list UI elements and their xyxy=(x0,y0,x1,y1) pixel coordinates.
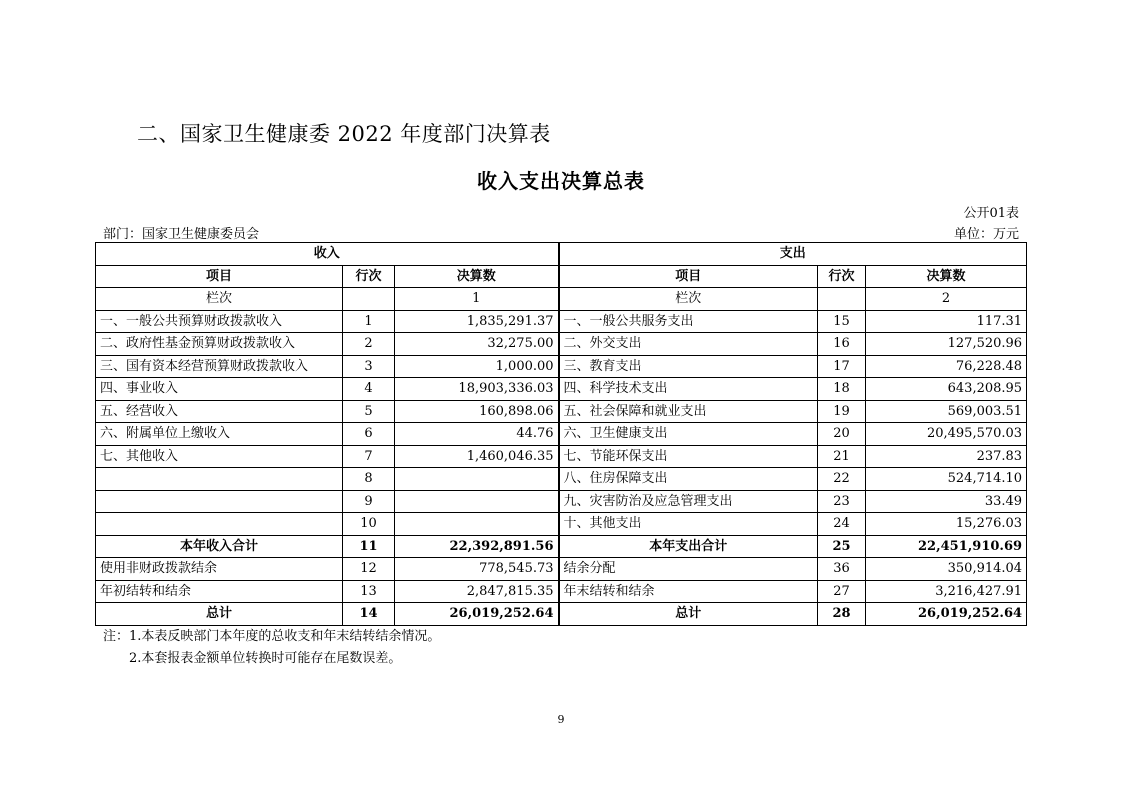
income-row-no: 12 xyxy=(343,558,395,581)
expense-row-no: 22 xyxy=(818,468,866,491)
col-index-1: 1 xyxy=(395,288,559,311)
expense-amount: 643,208.95 xyxy=(866,378,1027,401)
income-row-no: 11 xyxy=(343,535,395,558)
expense-item: 总计 xyxy=(559,603,818,626)
table-row xyxy=(96,378,1027,401)
expense-amount: 127,520.96 xyxy=(866,333,1027,356)
expense-item: 七、节能环保支出 xyxy=(559,445,818,468)
income-amount: 22,392,891.56 xyxy=(395,535,559,558)
expense-item: 六、卫生健康支出 xyxy=(559,423,818,446)
income-item: 本年收入合计 xyxy=(96,535,343,558)
expense-item-header: 项目 xyxy=(559,265,818,288)
table-row xyxy=(96,355,1027,378)
expense-amount: 350,914.04 xyxy=(866,558,1027,581)
table-row xyxy=(96,468,1027,491)
empty-cell xyxy=(343,288,395,311)
expense-row-no: 24 xyxy=(818,513,866,536)
income-item: 总计 xyxy=(96,603,343,626)
expense-item: 一、一般公共服务支出 xyxy=(559,310,818,333)
expense-amount: 20,495,570.03 xyxy=(866,423,1027,446)
expense-row-no: 20 xyxy=(818,423,866,446)
table-row xyxy=(96,333,1027,356)
table-row xyxy=(96,445,1027,468)
income-amount xyxy=(395,468,559,491)
table-row xyxy=(96,558,1027,581)
expense-amount: 76,228.48 xyxy=(866,355,1027,378)
income-amount: 1,000.00 xyxy=(395,355,559,378)
expense-item: 三、教育支出 xyxy=(559,355,818,378)
income-amount-header: 决算数 xyxy=(395,265,559,288)
subtotal-row xyxy=(96,535,1027,558)
table-row xyxy=(96,423,1027,446)
income-amount xyxy=(395,513,559,536)
expense-row-no-header: 行次 xyxy=(818,265,866,288)
income-item xyxy=(96,490,343,513)
income-header: 收入 xyxy=(96,243,559,266)
col-index-2: 2 xyxy=(866,288,1027,311)
income-row-no: 5 xyxy=(343,400,395,423)
expense-amount-header: 决算数 xyxy=(866,265,1027,288)
expense-amount: 524,714.10 xyxy=(866,468,1027,491)
expense-row-no: 16 xyxy=(818,333,866,356)
table-header-row xyxy=(96,265,1027,288)
expense-item: 九、灾害防治及应急管理支出 xyxy=(559,490,818,513)
income-amount: 1,835,291.37 xyxy=(395,310,559,333)
table-row xyxy=(96,513,1027,536)
expense-amount: 26,019,252.64 xyxy=(866,603,1027,626)
income-row-no: 14 xyxy=(343,603,395,626)
empty-cell xyxy=(818,288,866,311)
income-amount: 1,460,046.35 xyxy=(395,445,559,468)
note-1: 注：1.本表反映部门本年度的总收支和年末结转结余情况。 xyxy=(103,629,441,644)
expense-item: 结余分配 xyxy=(559,558,818,581)
income-item: 年初结转和结余 xyxy=(96,580,343,603)
income-row-no: 2 xyxy=(343,333,395,356)
expense-amount: 569,003.51 xyxy=(866,400,1027,423)
income-item: 七、其他收入 xyxy=(96,445,343,468)
income-row-no: 4 xyxy=(343,378,395,401)
income-amount: 32,275.00 xyxy=(395,333,559,356)
expense-amount: 3,216,427.91 xyxy=(866,580,1027,603)
income-item: 一、一般公共预算财政拨款收入 xyxy=(96,310,343,333)
income-item: 二、政府性基金预算财政拨款收入 xyxy=(96,333,343,356)
department-label: 部门：国家卫生健康委员会 xyxy=(103,227,260,242)
table-row xyxy=(96,400,1027,423)
expense-item: 十、其他支出 xyxy=(559,513,818,536)
table-row xyxy=(96,310,1027,333)
table-row xyxy=(96,490,1027,513)
table-header-group-row xyxy=(96,243,1027,266)
expense-item: 五、社会保障和就业支出 xyxy=(559,400,818,423)
expense-row-no: 28 xyxy=(818,603,866,626)
expense-item: 年末结转和结余 xyxy=(559,580,818,603)
col-label-expense: 栏次 xyxy=(559,288,818,311)
income-row-no: 8 xyxy=(343,468,395,491)
page-number: 9 xyxy=(557,713,565,726)
income-item: 三、国有资本经营预算财政拨款收入 xyxy=(96,355,343,378)
section-title: 二、国家卫生健康委 2022 年度部门决算表 xyxy=(137,122,551,146)
income-item xyxy=(96,513,343,536)
unit-label: 单位：万元 xyxy=(953,227,1019,242)
expense-amount: 117.31 xyxy=(866,310,1027,333)
expense-row-no: 21 xyxy=(818,445,866,468)
expense-item: 二、外交支出 xyxy=(559,333,818,356)
income-row-no: 10 xyxy=(343,513,395,536)
income-amount: 26,019,252.64 xyxy=(395,603,559,626)
income-amount: 44.76 xyxy=(395,423,559,446)
income-row-no: 3 xyxy=(343,355,395,378)
expense-item: 四、科学技术支出 xyxy=(559,378,818,401)
income-item: 六、附属单位上缴收入 xyxy=(96,423,343,446)
table-title: 收入支出决算总表 xyxy=(477,169,645,193)
income-row-no: 1 xyxy=(343,310,395,333)
income-item xyxy=(96,468,343,491)
expense-amount: 33.49 xyxy=(866,490,1027,513)
notes xyxy=(103,626,440,670)
income-amount: 18,903,336.03 xyxy=(395,378,559,401)
column-index-row xyxy=(96,288,1027,311)
income-item: 四、事业收入 xyxy=(96,378,343,401)
income-row-no: 7 xyxy=(343,445,395,468)
expense-row-no: 23 xyxy=(818,490,866,513)
income-expense-table xyxy=(95,242,1027,626)
income-amount: 160,898.06 xyxy=(395,400,559,423)
income-amount: 778,545.73 xyxy=(395,558,559,581)
expense-row-no: 27 xyxy=(818,580,866,603)
expense-item: 八、住房保障支出 xyxy=(559,468,818,491)
income-item-header: 项目 xyxy=(96,265,343,288)
income-row-no: 6 xyxy=(343,423,395,446)
form-number: 公开01表 xyxy=(963,206,1019,221)
expense-row-no: 19 xyxy=(818,400,866,423)
expense-row-no: 17 xyxy=(818,355,866,378)
table-row xyxy=(96,580,1027,603)
col-label-income: 栏次 xyxy=(96,288,343,311)
expense-header: 支出 xyxy=(559,243,1027,266)
income-row-no: 9 xyxy=(343,490,395,513)
expense-row-no: 18 xyxy=(818,378,866,401)
income-item: 五、经营收入 xyxy=(96,400,343,423)
expense-amount: 22,451,910.69 xyxy=(866,535,1027,558)
income-item: 使用非财政拨款结余 xyxy=(96,558,343,581)
expense-row-no: 25 xyxy=(818,535,866,558)
expense-item: 本年支出合计 xyxy=(559,535,818,558)
income-amount xyxy=(395,490,559,513)
expense-amount: 237.83 xyxy=(866,445,1027,468)
total-row xyxy=(96,603,1027,626)
note-2: 2.本套报表金额单位转换时可能存在尾数误差。 xyxy=(129,651,402,666)
expense-row-no: 15 xyxy=(818,310,866,333)
expense-row-no: 36 xyxy=(818,558,866,581)
expense-amount: 15,276.03 xyxy=(866,513,1027,536)
income-amount: 2,847,815.35 xyxy=(395,580,559,603)
income-row-no-header: 行次 xyxy=(343,265,395,288)
income-row-no: 13 xyxy=(343,580,395,603)
